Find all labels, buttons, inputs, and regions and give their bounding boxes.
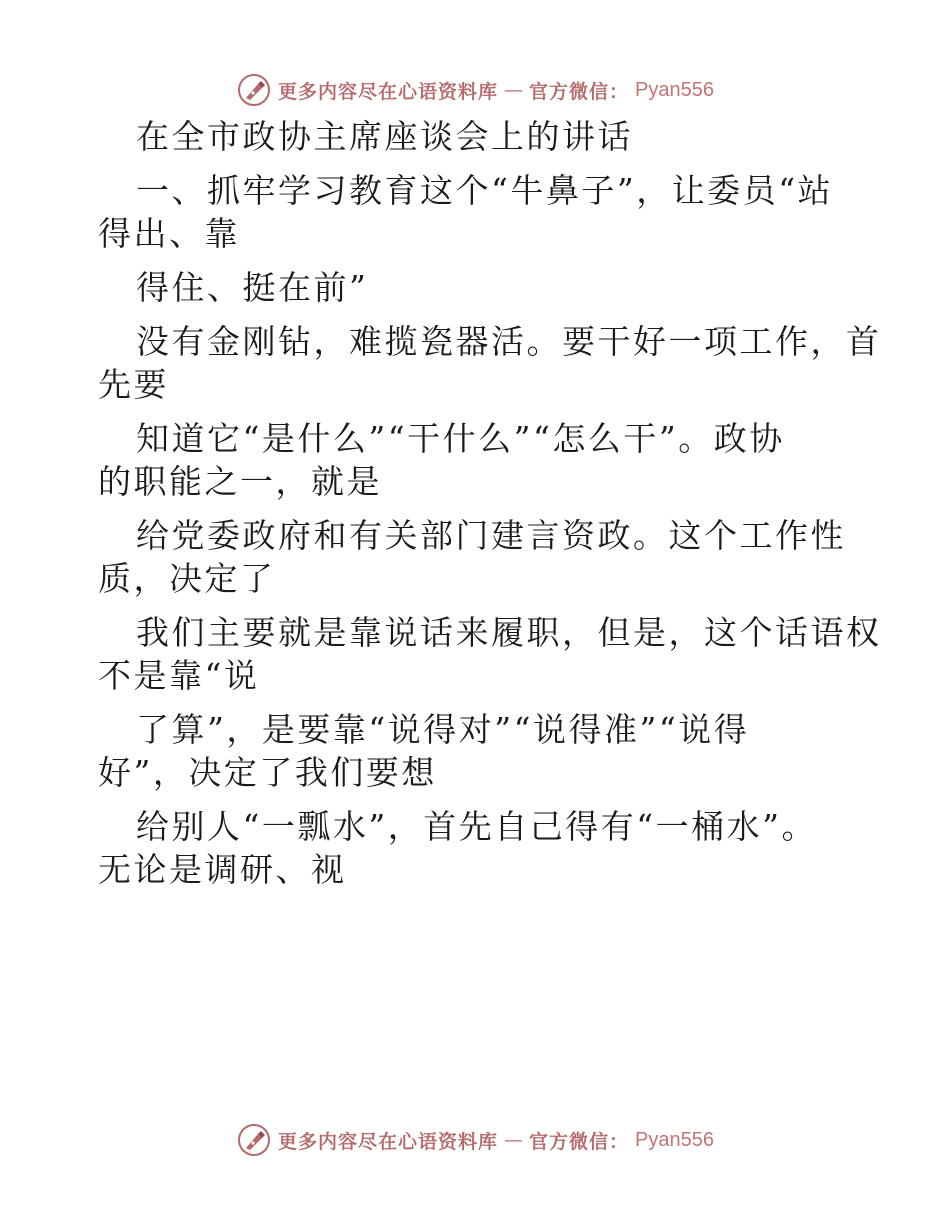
banner-wechat-label: 官方微信： — [529, 1130, 630, 1153]
paragraph-line: 一、抓牢学习教育这个“牛鼻子”，让委员“站 — [136, 171, 834, 210]
banner-separator: — — [504, 1129, 524, 1151]
pen-nib-logo-icon — [236, 72, 272, 108]
paragraph-line: 得出、靠 — [98, 214, 240, 253]
paragraph-line: 得住、挺在前” — [136, 268, 369, 307]
paragraph-line: 了算”，是要靠“说得对”“说得准”“说得 — [136, 710, 750, 749]
paragraph-line: 我们主要就是靠说话来履职，但是，这个话语权 — [136, 613, 882, 652]
footer-banner — [0, 1118, 950, 1162]
document-body — [98, 117, 882, 889]
paragraph-line: 的职能之一，就是 — [98, 462, 382, 501]
header-banner — [0, 68, 950, 112]
banner-wechat-label: 官方微信： — [529, 80, 630, 103]
banner-wechat-handle: Pyan556 — [635, 1128, 714, 1151]
paragraph-line: 知道它“是什么”“干什么”“怎么干”。政协 — [136, 419, 785, 458]
document-title: 在全市政协主席座谈会上的讲话 — [136, 117, 633, 156]
banner-separator: — — [504, 79, 524, 101]
paragraph-line: 没有金刚钻，难揽瓷器活。要干好一项工作，首 — [136, 322, 882, 361]
pen-nib-logo-icon — [236, 1122, 272, 1158]
paragraph-line: 不是靠“说 — [98, 656, 260, 695]
paragraph-line: 给别人“一瓢水”，首先自己得有“一桶水”。 — [136, 807, 817, 846]
paragraph-line: 质，决定了 — [98, 559, 276, 598]
banner-wechat-handle: Pyan556 — [635, 78, 714, 101]
paragraph-line: 先要 — [98, 365, 169, 404]
paragraph-line: 给党委政府和有关部门建言资政。这个工作性 — [136, 516, 846, 555]
paragraph-line: 无论是调研、视 — [98, 850, 347, 889]
banner-text: 更多内容尽在心语资料库 — [278, 1130, 499, 1153]
paragraph-line: 好”，决定了我们要想 — [98, 753, 437, 792]
banner-text: 更多内容尽在心语资料库 — [278, 80, 499, 103]
